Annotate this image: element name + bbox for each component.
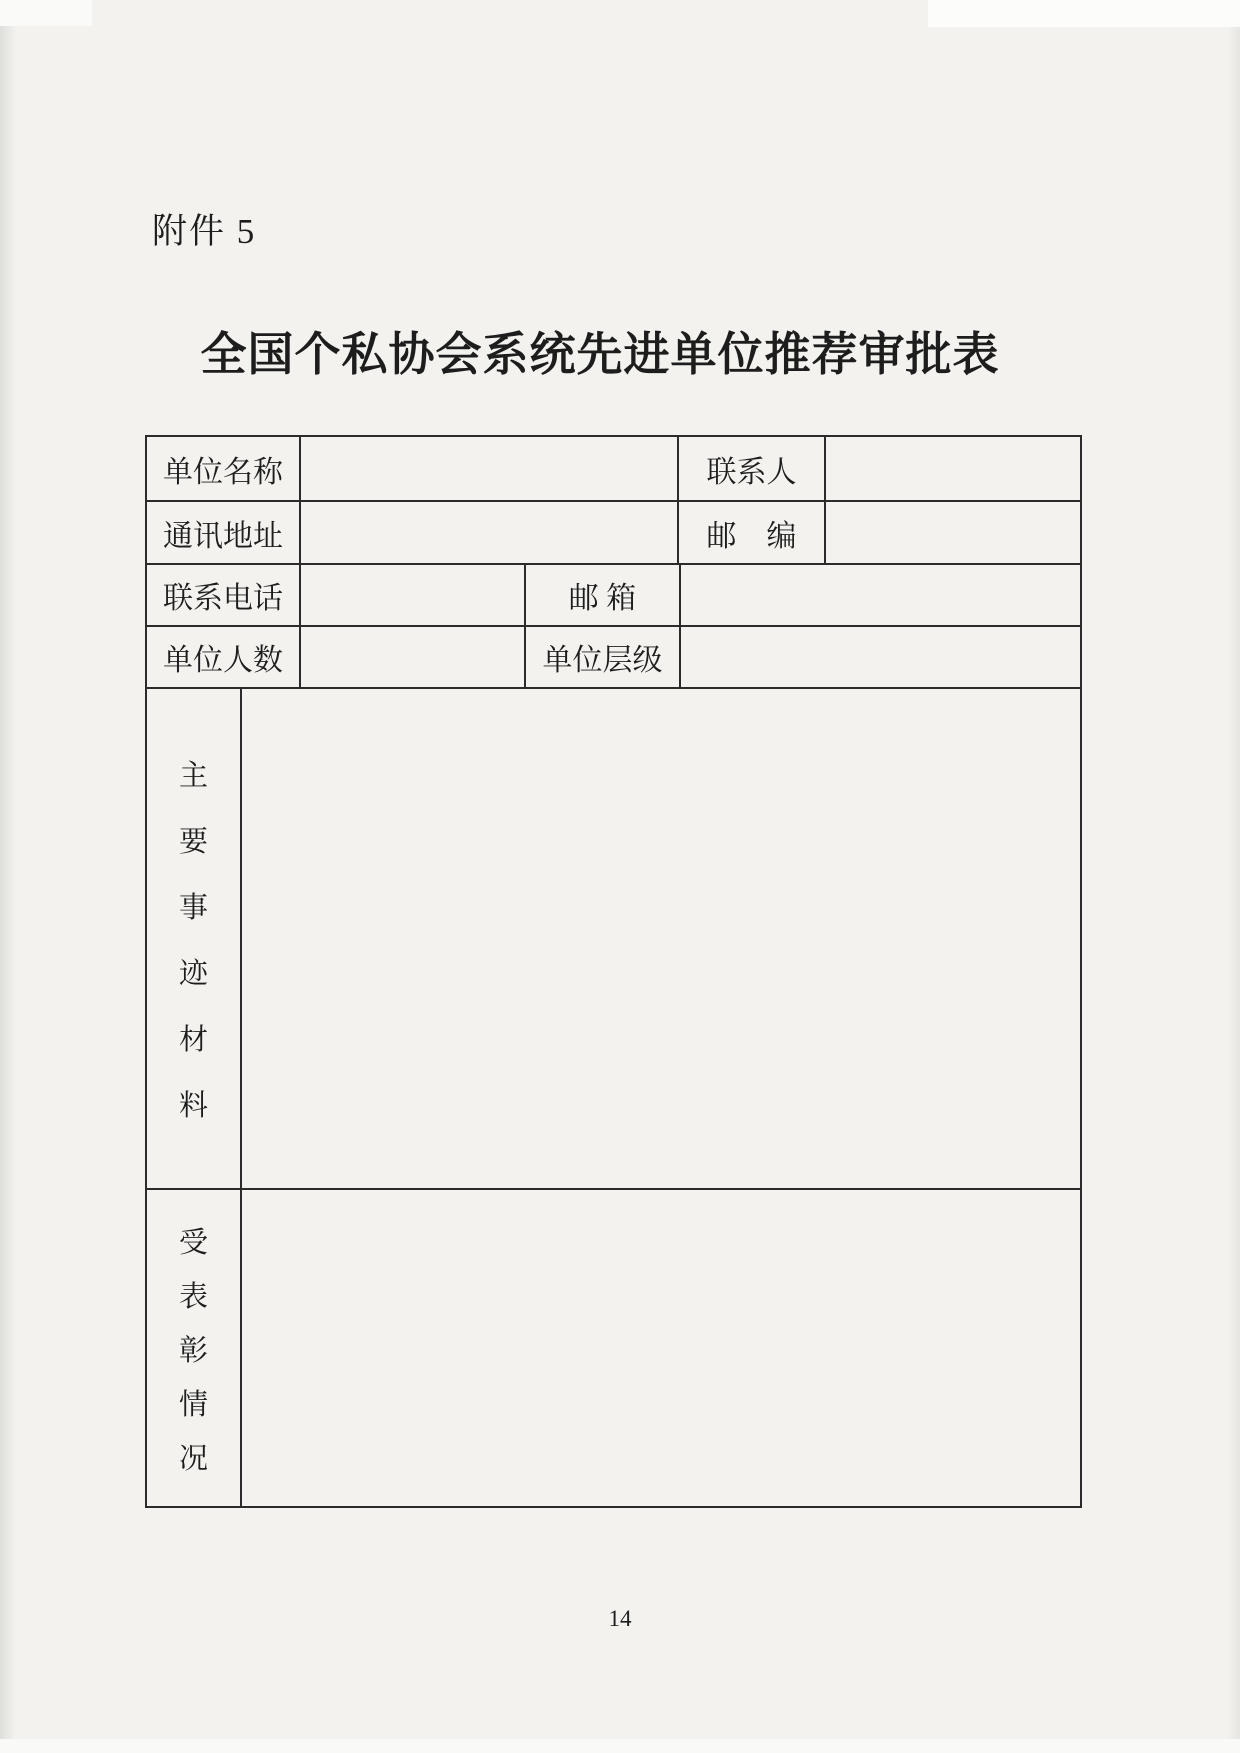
main-deeds-label-char: 事 bbox=[178, 892, 208, 924]
scan-top-left-patch bbox=[0, 0, 92, 26]
phone-value-cell bbox=[299, 565, 524, 625]
postcode-label: 邮 编 bbox=[677, 502, 824, 563]
commendation-label bbox=[147, 1190, 240, 1506]
commendation-label-char: 彰 bbox=[178, 1334, 208, 1367]
unit-level-label: 单位层级 bbox=[524, 627, 679, 687]
staff-count-label: 单位人数 bbox=[163, 644, 283, 677]
main-deeds-label-char: 要 bbox=[178, 826, 208, 858]
unit-name-label: 单位名称 bbox=[163, 455, 283, 489]
email-label: 邮 箱 bbox=[524, 565, 679, 625]
main-deeds-content-cell bbox=[240, 689, 1080, 1188]
page-number: 14 bbox=[608, 1606, 632, 1631]
contact-person-value-cell bbox=[824, 437, 1080, 500]
commendation-label-char: 受 bbox=[178, 1226, 208, 1259]
contact-person-label: 联系人 bbox=[677, 437, 824, 500]
table-row bbox=[147, 687, 1080, 1188]
scan-top-right-patch bbox=[928, 0, 1240, 27]
scan-left-edge bbox=[0, 0, 16, 1753]
approval-form-table bbox=[145, 435, 1082, 1508]
main-deeds-label-char: 迹 bbox=[178, 958, 208, 990]
address-value-cell bbox=[299, 502, 677, 563]
phone-label: 联系电话 bbox=[163, 582, 283, 615]
attachment-label: 附件 5 bbox=[152, 212, 257, 251]
main-deeds-label-char: 主 bbox=[178, 760, 208, 792]
table-row bbox=[147, 563, 1080, 625]
table-row bbox=[147, 437, 1080, 500]
postcode-value-cell bbox=[824, 502, 1080, 563]
page-title: 全国个私协会系统先进单位推荐审批表 bbox=[200, 329, 1000, 380]
main-deeds-label-char: 材 bbox=[178, 1024, 208, 1056]
main-deeds-label-char: 料 bbox=[178, 1090, 208, 1122]
unit-name-value-cell bbox=[299, 437, 677, 500]
main-deeds-label bbox=[147, 689, 240, 1188]
commendation-label-char: 表 bbox=[178, 1280, 208, 1313]
commendation-content-cell bbox=[240, 1190, 1080, 1506]
commendation-label-char: 情 bbox=[178, 1388, 208, 1421]
commendation-label-char: 况 bbox=[178, 1442, 208, 1475]
table-row bbox=[147, 1188, 1080, 1506]
scan-bottom-patch bbox=[0, 1739, 1240, 1753]
table-row bbox=[147, 625, 1080, 687]
email-value-cell bbox=[679, 565, 1080, 625]
scan-right-edge bbox=[1228, 0, 1240, 1753]
address-label: 通讯地址 bbox=[163, 519, 283, 553]
table-row bbox=[147, 500, 1080, 563]
staff-count-value-cell bbox=[299, 627, 524, 687]
unit-level-value-cell bbox=[679, 627, 1080, 687]
